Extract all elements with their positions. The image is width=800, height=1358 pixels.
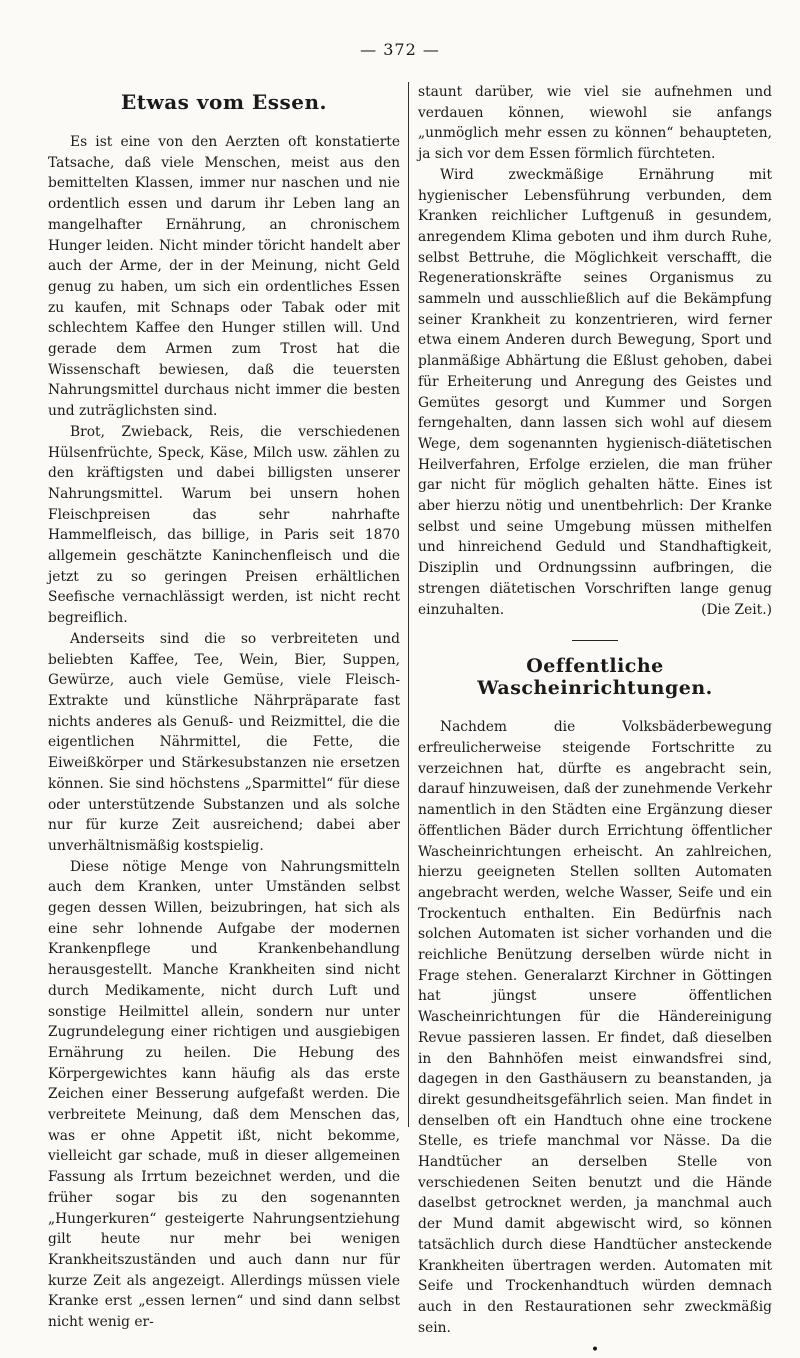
article-paragraph: Wird zweckmäßige Ernährung mit hygienischer Lebensführung verbunden, dem Kranken reichlicher Luftgenuß in gesundem, anregendem Klima geboten und ihm durch Ruhe, selbst Bettruhe, die Möglichkeit verschafft, die Regenerationskräfte seines Organismus zu sammeln und ausschließlich auf die Bekämpfung seiner Krankheit zu konzentrieren, wird ferner etwa einem Anderen durch Bewegung, Sport und planmäßige Abhärtung die Eßlust gehoben, dabei für Erheiterung und Anregung des Geistes und Gemütes gesorgt und Kummer und Sorgen ferngehalten, dann lassen sich wohl auf diesem Wege, dem sogenannten hygienisch-diätetischen Heilverfahren, Erfolge erzielen, die man früher gar nicht für möglich gehalten hätte. Eines ist aber hierzu nötig und unentbehrlich: Der Kranke selbst und seine Umgebung müssen mithelfen und hinreichend Geduld und Standhaftigkeit, Disziplin und Ordnungssinn aufbringen, die strengen diätetischen Vorschriften lange genug einzuhalten. (418, 166, 772, 618)
right-column (418, 82, 772, 1358)
section-separator (572, 640, 618, 641)
article-title-essen: Etwas vom Essen. (121, 90, 327, 114)
article-paragraph: Brot, Zwieback, Reis, die verschiedenen Hülsenfrüchte, Speck, Käse, Milch usw. zählen zu den kräftigsten und dabei billigsten unserer Nahrungsmittel. Warum bei unsern hohen Fleischpreisen das sehr nahrhafte Hammelfleisch, das billige, in Paris seit 1870 allgemein geschätzte Kaninchenfleisch und die jetzt zu so geringen Preisen erhältlichen Seefische vernachlässigt werden, ist nicht recht begreiflich. (48, 423, 400, 627)
column-divider (408, 82, 409, 1127)
article-title-wascheinrichtungen: Oeffentliche Wascheinrichtungen. (477, 655, 713, 700)
article-paragraph: Diese nötige Menge von Nahrungsmitteln auch dem Kranken, unter Umständen selbst gegen dessen Willen, beizubringen, hat sich als eine sehr lohnende Aufgabe der modernen Krankenpflege und Krankenbehandlung herausgestellt. Manche Krankheiten sind nicht durch Medikamente, nicht durch Luft und sonstige Heilmittel allein, sondern nur unter Zugrundelegung einer richtigen und ausgiebigen Ernährung zu heilen. Die Hebung des Körpergewichtes kann häufig als das erste Zeichen einer Besserung aufgefaßt werden. Die verbreitete Meinung, daß dem Menschen das, was er ohne Appetit ißt, nicht bekomme, vielleicht gar schade, muß in dieser allgemeinen Fassung als Irrtum bezeichnet werden, und die früher sogar bis zu den sogenannten „Hungerkuren“ gesteigerte Nahrungsentziehung gilt heute nur mehr bei wenigen Krankheitszuständen und auch dann nur für kurze Zeit als angezeigt. Allerdings müssen viele Kranke erst „essen lernen“ und sind dann selbst nicht wenig er- (48, 858, 400, 1331)
article-paragraph: Nachdem die Volksbäderbewegung erfreulicherweise steigende Fortschritte zu verzeichnen hat, dürfte es angebracht sein, darauf hinzuweisen, daß der zunehmende Verkehr namentlich in den Städten eine Ergänzung dieser öffentlichen Bäder durch Errichtung öffentlicher Wascheinrichtungen erheischt. An zahlreichen, hierzu geeigneten Stellen sollten Automaten angebracht werden, welche Wasser, Seife und ein Trockentuch enthalten. Ein Bedürfnis nach solchen Automaten ist sicher vorhanden und die reichliche Benützung derselben würde nicht in Frage stehen. Generalarzt Kirchner in Göttingen hat jüngst unsere öffentlichen Wascheinrichtungen für die Händereinigung Revue passieren lassen. Er findet, daß dieselben in den Bahnhöfen meist einwandsfrei sind, dagegen in den Gasthäusern zu beanstanden, ja direkt gesundheitsgefährlich seien. Man findet in denselben oft ein Handtuch ohne eine trockene Stelle, es triefe manchmal vor Nässe. Da die Handtücher an derselben Stelle von verschiedenen Seiten benutzt und die Hände daselbst getrocknet werden, ja manchmal auch der Mund damit abgewischt wird, so können tatsächlich durch diese Handtücher ansteckende Krankheiten übertragen werden. Automaten mit Seife und Trockenhandtuch würden demnach auch in den Restaurationen sehr zweckmäßig sein. (418, 719, 772, 1336)
article-paragraph-continued: staunt darüber, wie viel sie aufnehmen und verdauen können, wiewohl sie anfangs „unmöglich mehr essen zu können“ behaupteten, ja sich vor dem Essen förmlich fürchteten. (418, 84, 772, 163)
left-column (48, 82, 400, 1333)
article-source: (Die Zeit.) (701, 601, 772, 618)
page-number: — 372 — (360, 40, 440, 59)
article-paragraph: Anderseits sind die so verbreiteten und beliebten Kaffee, Tee, Wein, Bier, Suppen, Gewürze, auch viele Gemüse, viele Fleisch-Extrakte und künstliche Nährpräparate fast nichts anderes als Genuß- und Reizmittel, die die eigentlichen Nährmittel, die Fette, die Eiweißkörper und Stärkesubstanzen nie ersetzen können. Sie sind höchstens „Sparmittel“ für diese oder unterstützende Substanzen und als solche nur für kurze Zeit ausreichend; dabei aber unverhältnismäßig kostspielig. (48, 630, 400, 854)
end-mark: • (590, 1342, 600, 1358)
article-paragraph: Es ist eine von den Aerzten oft konstatierte Tatsache, daß viele Menschen, meist aus den bemittelten Klassen, immer nur naschen und nie ordentlich essen und darum ihr Leben lang an mangelhafter Ernährung, an chronischem Hunger leiden. Nicht minder töricht handelt aber auch der Arme, der in der Meinung, nicht Geld genug zu haben, um sich ein ordentliches Essen zu kaufen, mit Schnaps oder Tabak oder mit schlechtem Kaffee den Hunger stillen will. Und gerade dem Armen zum Trost hat die Wissenschaft bewiesen, daß die teuersten Nahrungsmittel durchaus nicht immer die besten und zuträglichsten sind. (48, 134, 400, 420)
